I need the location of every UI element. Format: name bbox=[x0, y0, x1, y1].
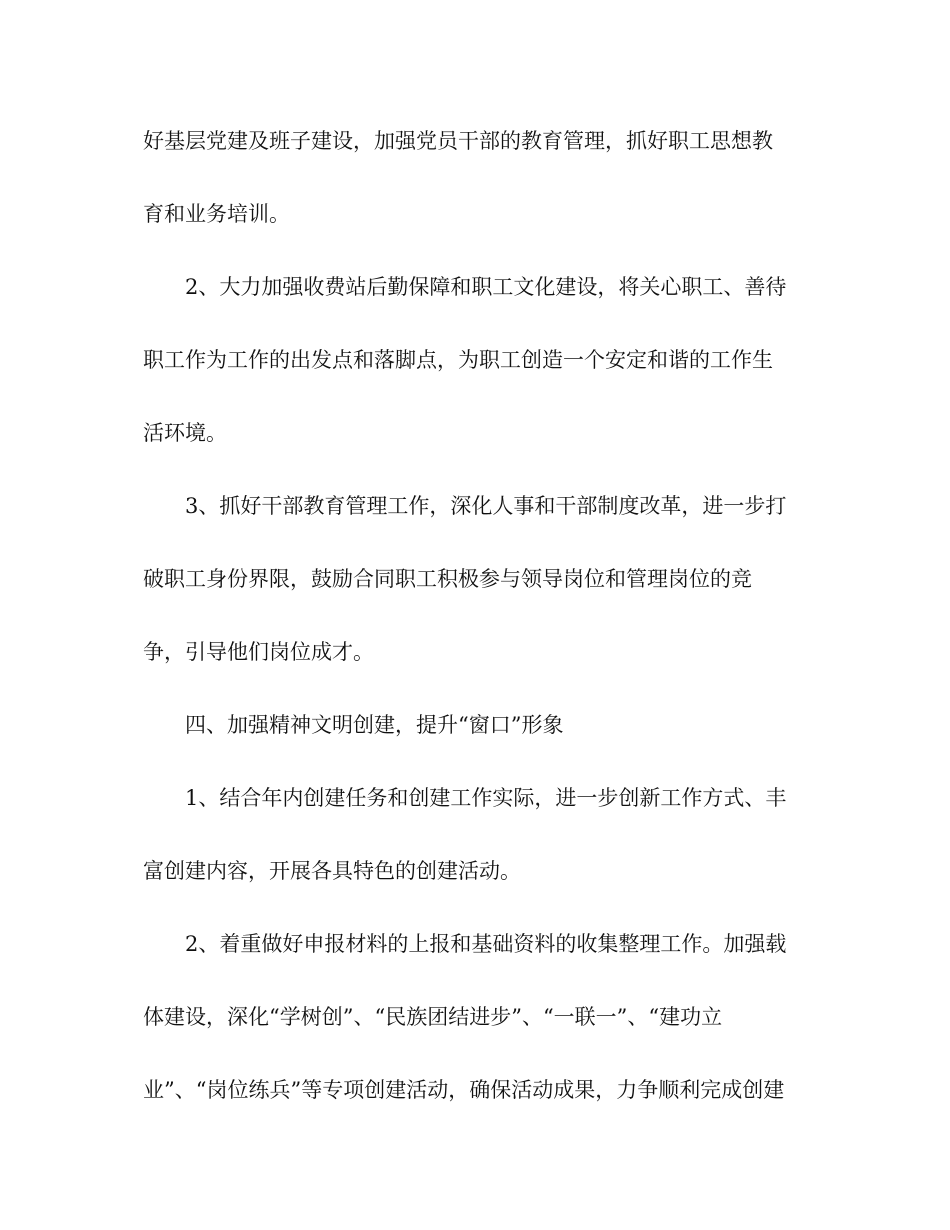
text-line: 2、大力加强收费站后勤保障和职工文化建设，将关心职工、善待 bbox=[185, 275, 787, 299]
text-line: 育和业务培训。 bbox=[143, 202, 290, 226]
text-line: 3、抓好干部教育管理工作，深化人事和干部制度改革，进一步打 bbox=[185, 494, 787, 518]
text-line: 富创建内容，开展各具特色的创建活动。 bbox=[143, 859, 521, 883]
text-line: 1、结合年内创建任务和创建工作实际，进一步创新工作方式、丰 bbox=[185, 786, 787, 810]
text-line: 业”、“岗位练兵”等专项创建活动，确保活动成果，力争顺利完成创建 bbox=[143, 1078, 785, 1102]
section-heading: 四、加强精神文明创建，提升“窗口”形象 bbox=[185, 713, 564, 737]
text-line: 2、着重做好申报材料的上报和基础资料的收集整理工作。加强载 bbox=[185, 932, 787, 956]
text-line: 好基层党建及班子建设，加强党员干部的教育管理，抓好职工思想教 bbox=[143, 129, 773, 153]
text-line: 活环境。 bbox=[143, 421, 227, 445]
text-line: 体建设，深化“学树创”、“民族团结进步”、“一联一”、“建功立 bbox=[143, 1005, 723, 1029]
text-line: 职工作为工作的出发点和落脚点，为职工创造一个安定和谐的工作生 bbox=[143, 348, 773, 372]
text-line: 破职工身份界限，鼓励合同职工积极参与领导岗位和管理岗位的竞 bbox=[143, 567, 752, 591]
text-line: 争，引导他们岗位成才。 bbox=[143, 640, 374, 664]
